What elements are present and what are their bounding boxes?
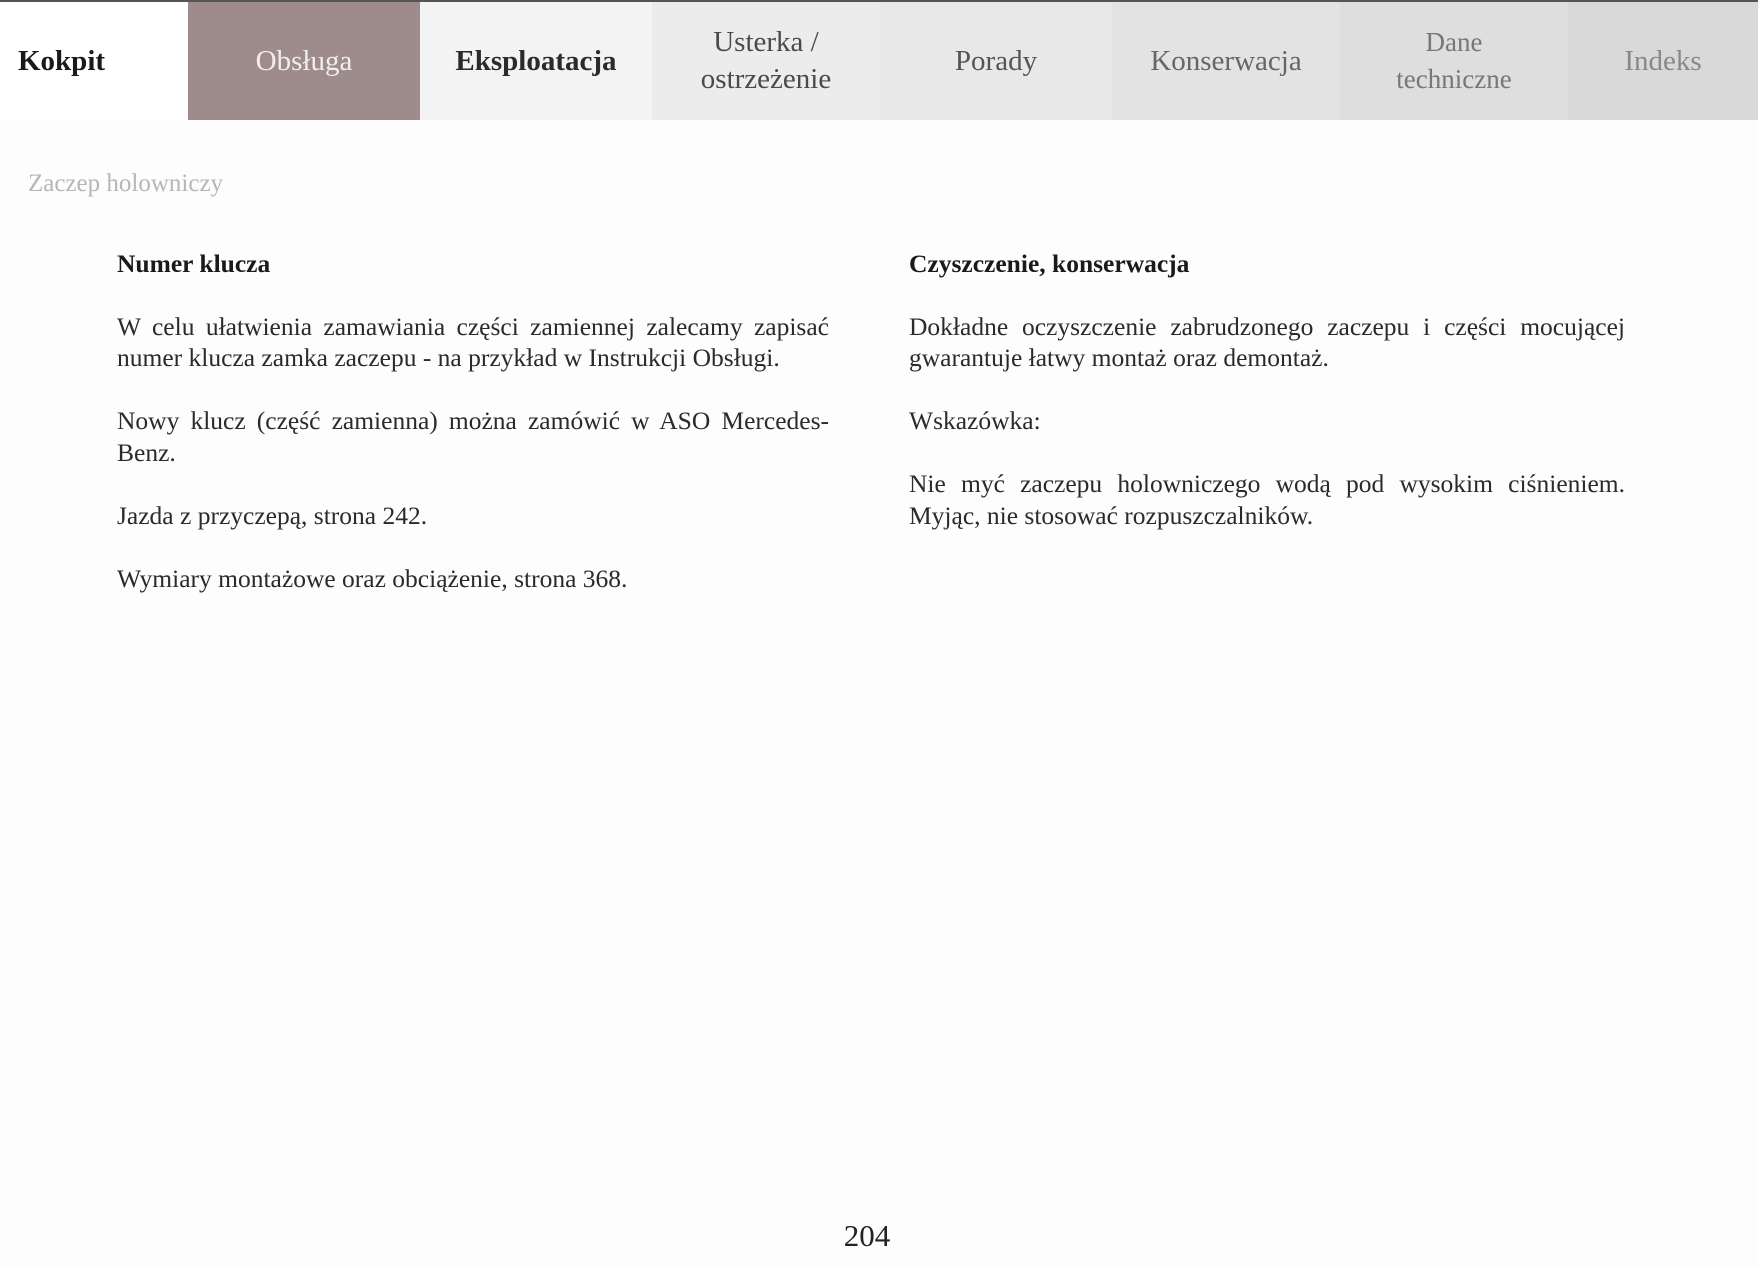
cross-reference: Jazda z przyczepą, strona 242. xyxy=(117,500,428,530)
tab-kokpit[interactable] xyxy=(0,2,188,120)
tab-obsluga[interactable] xyxy=(188,2,420,120)
paragraph: Nowy klucz (część zamienna) można zamówić w ASO Mercedes-Benz. xyxy=(117,406,829,467)
right-column xyxy=(909,248,1625,563)
tab-label: Kokpit xyxy=(18,44,106,77)
note-text: Nie myć zaczepu holowniczego wodą pod wysokim ciśnieniem. Myjąc, nie stosować rozpuszczalników. xyxy=(909,469,1625,530)
paragraph: Dokładne oczyszczenie zabrudzonego zaczepu i części mocującej gwarantuje łatwy montaż oraz demontaż. xyxy=(909,311,1625,372)
tab-label: Eksploatacja xyxy=(455,44,617,77)
tab-label: Indeks xyxy=(1624,44,1702,77)
tab-porady[interactable] xyxy=(880,2,1112,120)
tab-usterka-ostrzezenie[interactable] xyxy=(652,2,880,120)
chapter-tab-bar xyxy=(0,0,1758,122)
tab-indeks[interactable] xyxy=(1568,2,1758,120)
tab-konserwacja[interactable] xyxy=(1112,2,1340,120)
right-column-heading: Czyszczenie, konserwacja xyxy=(909,249,1190,278)
paragraph: W celu ułatwienia zamawiania części zamiennej zalecamy zapisać numer klucza zamka zaczepu - na przykład w Instrukcji Obsługi. xyxy=(117,311,829,372)
tab-label: Konserwacja xyxy=(1150,44,1302,77)
tab-dane-techniczne[interactable] xyxy=(1340,2,1568,120)
tab-label: Dane techniczne xyxy=(1396,27,1512,94)
cross-reference: Wymiary montażowe oraz obciążenie, strona 368. xyxy=(117,563,628,593)
tab-label: Porady xyxy=(954,44,1038,77)
tab-label: Obsługa xyxy=(255,44,353,77)
page-number: 204 xyxy=(843,1218,891,1253)
left-column xyxy=(117,248,829,626)
section-title: Zaczep holowniczy xyxy=(28,170,224,197)
tab-label: Usterka / ostrzeżenie xyxy=(700,26,832,95)
note-label: Wskazówka: xyxy=(909,406,1041,435)
tab-eksploatacja[interactable] xyxy=(420,2,652,120)
left-column-heading: Numer klucza xyxy=(117,249,271,278)
